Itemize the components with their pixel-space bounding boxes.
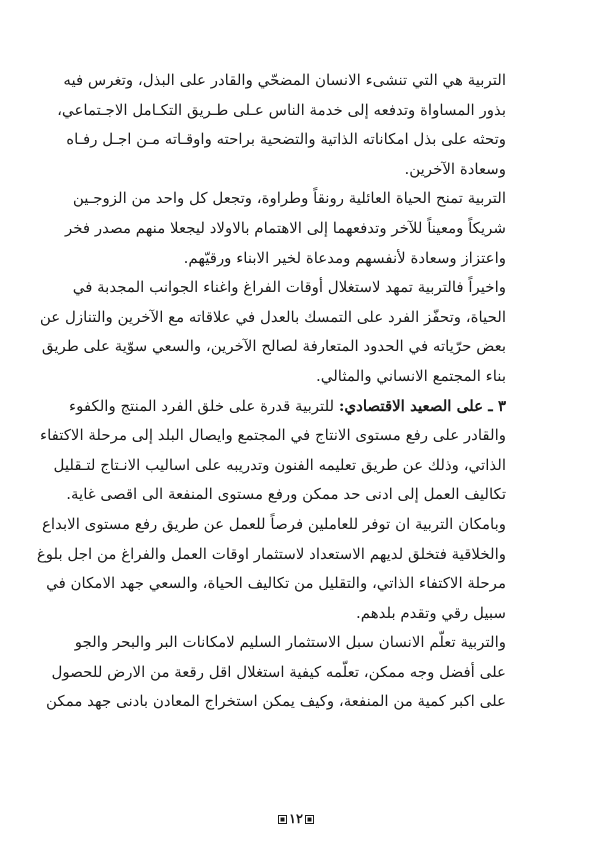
text-line: شريكاً ومعيناً للآخر وتدفعهما إلى الاهتمام بالاولاد ليجعلا منهم مصدر فخر xyxy=(64,218,506,237)
text-line: تكاليف العمل إلى ادنى حد ممكن ورفع مستوى المنفعة الى اقصى غاية. xyxy=(66,485,506,504)
page-number xyxy=(0,812,592,827)
section-heading: ٣ ـ على الصعيد الاقتصادي: xyxy=(338,396,506,415)
text-line: الحياة، وتحفّز الفرد على التمسك بالعدل في علاقاته مع الآخرين والتنازل عن xyxy=(39,307,506,326)
text-line: وسعادة الآخرين. xyxy=(404,159,506,178)
text-line: على أفضل وجه ممكن، تعلّمه كيفية استغلال اقل رقعة من الارض للحصول xyxy=(51,662,506,681)
text-line: والتربية تعلّم الانسان سبل الاستثمار السليم لامكانات البر والبحر والجو xyxy=(74,633,506,652)
text-line: التربية تمنح الحياة العائلية رونقاً وطراوة، وتجعل كل واحد من الزوجـين xyxy=(72,189,506,208)
text-run: للتربية قدرة على خلق الفرد المنتج والكفوء xyxy=(69,396,339,415)
square-ornament-icon xyxy=(278,815,287,824)
text-line: بعض حرّياته في الحدود المتعارفة لصالح الآخرين، والسعي سوّية على طريق xyxy=(41,337,506,356)
text-line: وتحثه على بذل امكاناته الذاتية والتضحية براحته واوقـاته مـن اجـل رفـاه xyxy=(66,130,506,149)
text-line: واخيراً فالتربية تمهد لاستغلال أوقات الفراغ واغناء الجوانب المجدبة في xyxy=(72,278,506,297)
square-ornament-icon xyxy=(305,815,314,824)
text-line: مرحلة الاكتفاء الذاتي، والتقليل من تكاليف الحياة، والسعي جهد الامكان في xyxy=(46,574,506,593)
text-line: سبيل رقي وتقدم بلدهم. xyxy=(355,603,506,622)
section-heading-line xyxy=(69,392,506,422)
text-line: وبامكان التربية ان توفر للعاملين فرصاً للعمل عن طريق رفع مستوى الابداع xyxy=(41,514,506,533)
text-line: بذور المساواة وتدفعه إلى خدمة الناس عـلى طـريق التكـامل الاجـتماعي، xyxy=(57,100,506,119)
text-line: والقادر على رفع مستوى الانتاج في المجتمع وايصال البلد إلى مرحلة الاكتفاء xyxy=(40,426,506,445)
text-line: التربية هي التي تنشىء الانسان المضحّي والقادر على البذل، وتغرس فيه xyxy=(63,71,506,89)
text-line: والخلاقية فتخلق لديهم الاستعداد لاستثمار اوقات العمل والفراغ من اجل بلوغ xyxy=(36,544,506,563)
text-line: الذاتي، وذلك عن طريق تعليمه الفنون وتدريبه على اساليب الانـتاج لتـقليل xyxy=(53,455,506,474)
page-number-text: ١٢ xyxy=(289,812,303,827)
body-text xyxy=(36,66,506,717)
text-line: بناء المجتمع الانساني والمثالي. xyxy=(315,366,506,385)
text-line: على اكبر كمية من المنفعة، وكيف يمكن استخراج المعادن بادنى جهد ممكن xyxy=(46,692,506,711)
text-line: واعتزاز وسعادة لأنفسهم ومدعاة لخير الابناء ورقيّهم. xyxy=(183,248,506,267)
